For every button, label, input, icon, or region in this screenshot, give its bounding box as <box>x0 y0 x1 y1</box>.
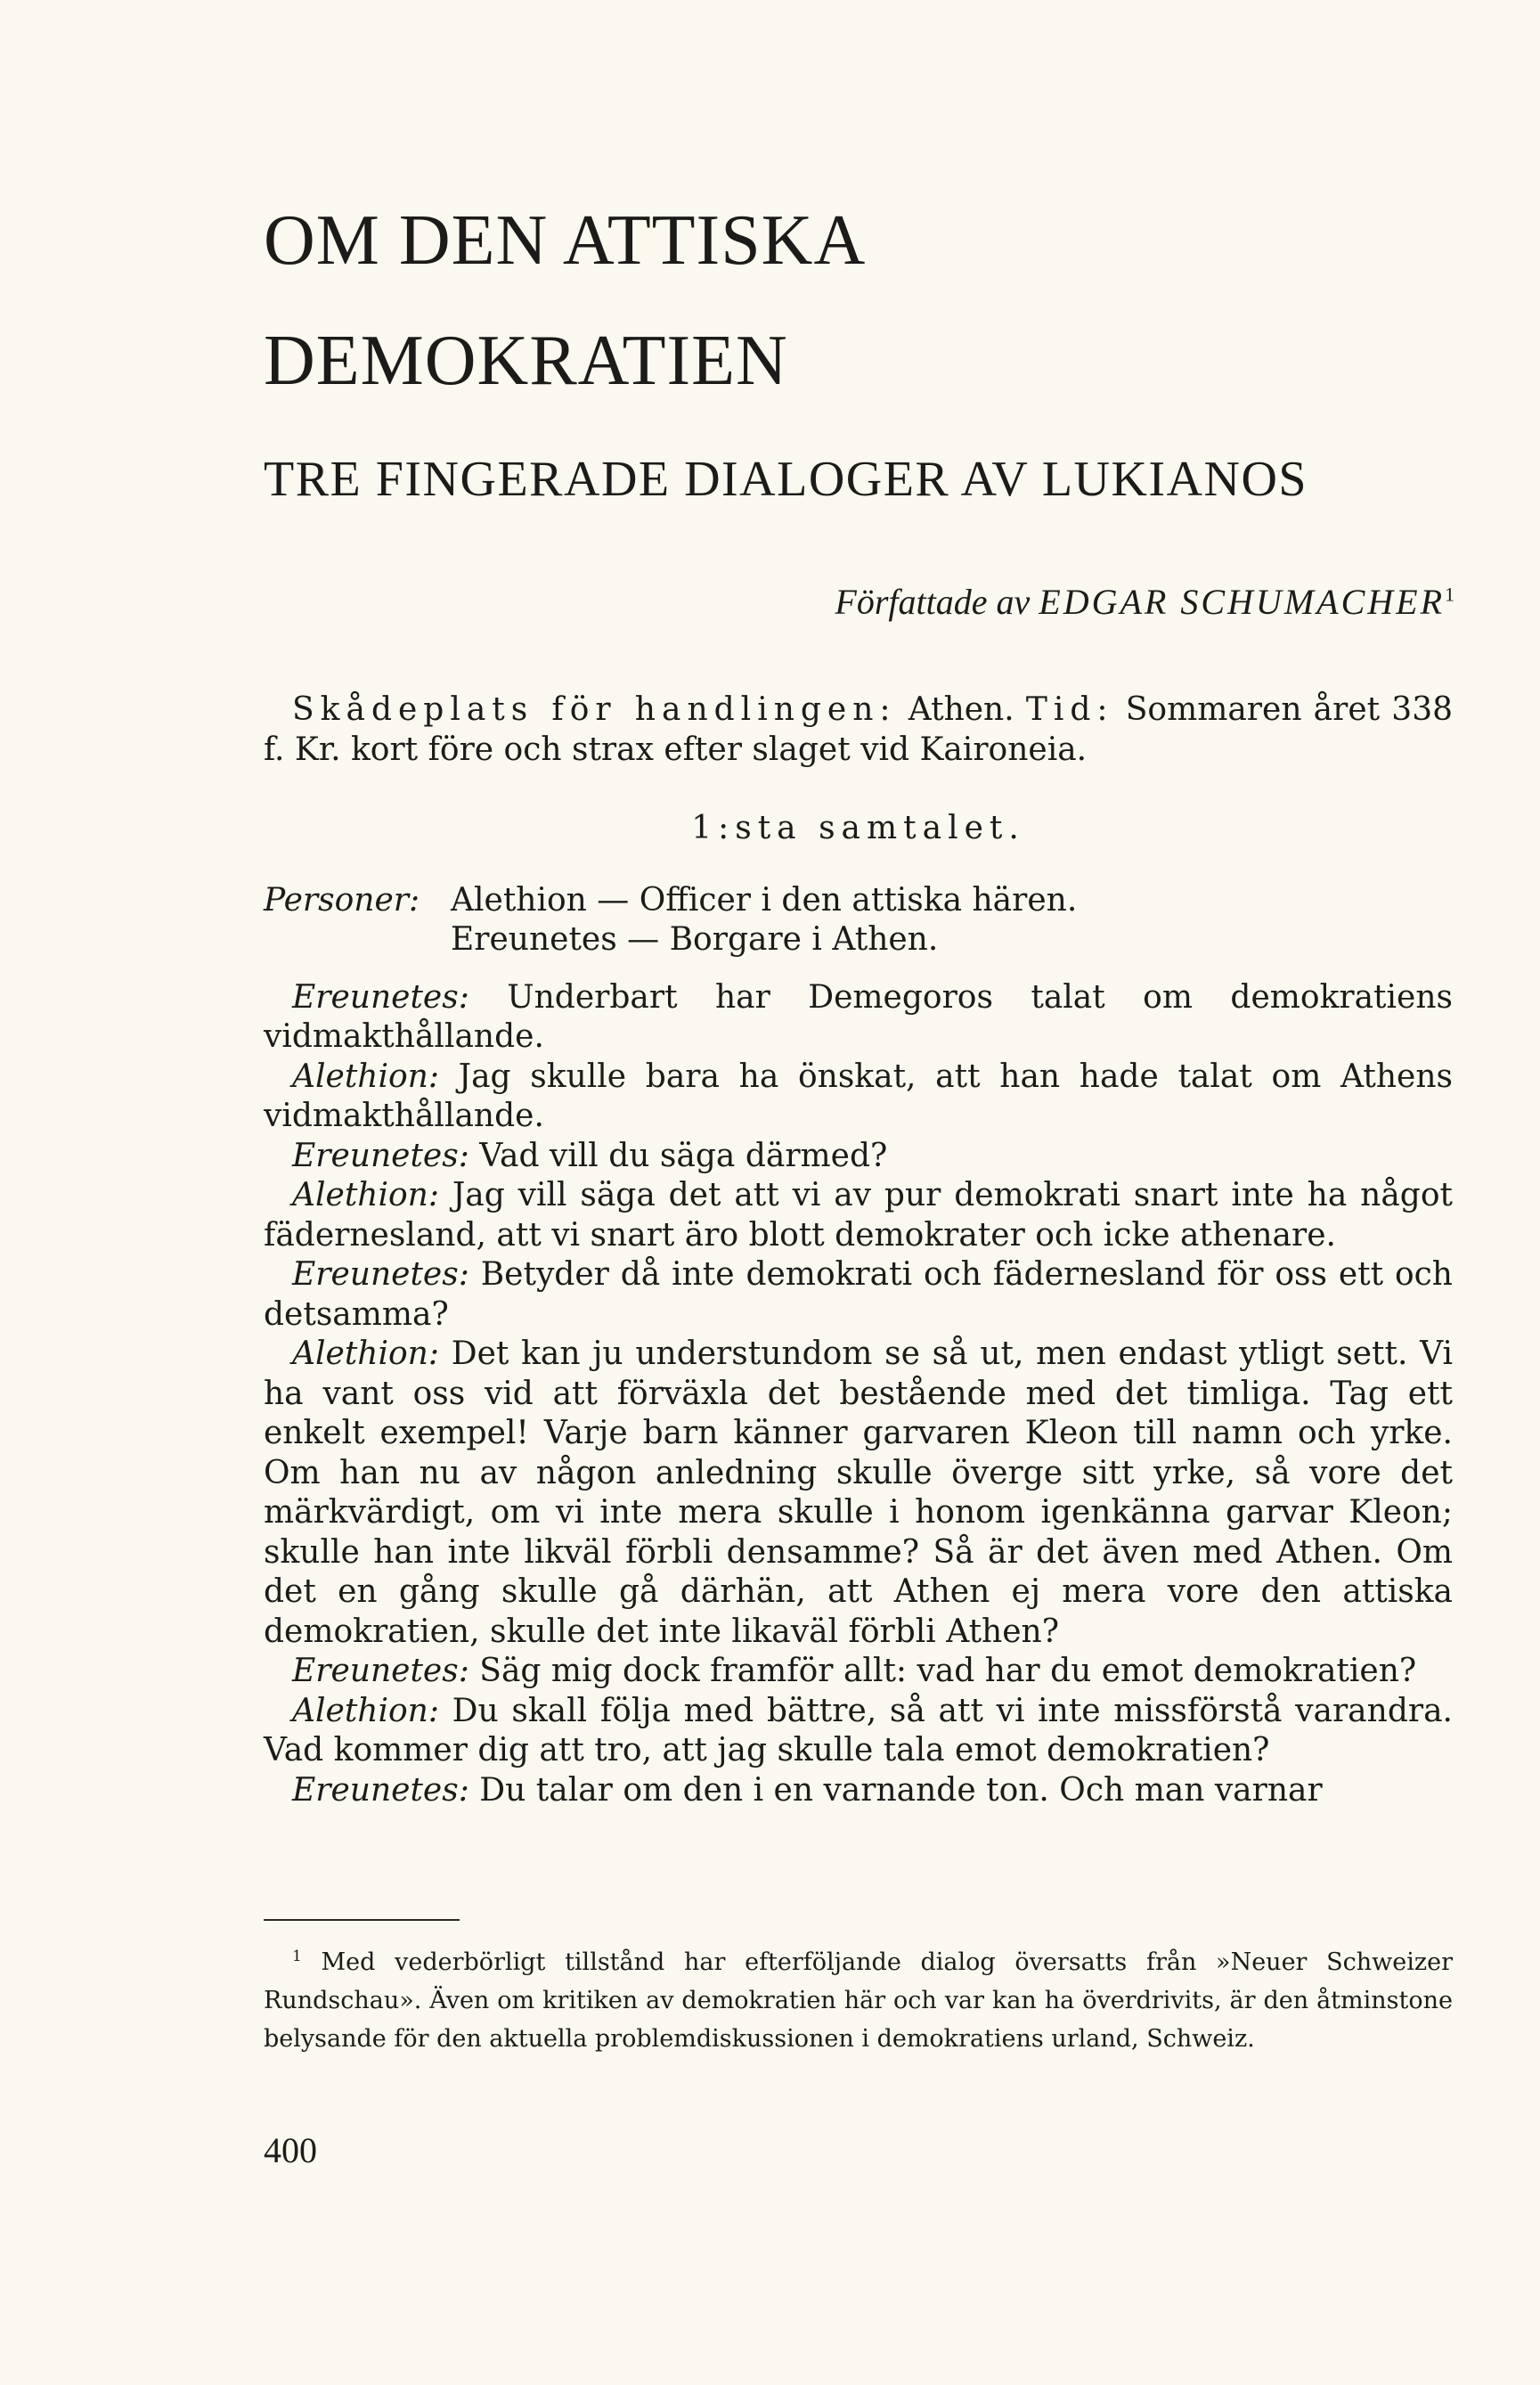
dialogue-text: Vad vill du säga därmed? <box>469 1137 888 1174</box>
dialogue-line <box>264 978 1453 1058</box>
persons-label: Personer: <box>264 881 420 919</box>
speaker-name: Ereunetes: <box>292 1653 469 1689</box>
person-entry: Alethion — Officer i den attiska hären. <box>451 881 1078 919</box>
dialogue-line <box>264 1176 1453 1255</box>
author-line <box>835 581 1454 623</box>
dialogue-text: Du talar om den i en varnande ton. Och man varnar <box>469 1771 1323 1809</box>
persons-list <box>264 881 1453 960</box>
author-name: EDGAR SCHUMACHER <box>1039 582 1445 622</box>
article-title-line-1: OM DEN ATTISKA <box>264 201 867 280</box>
footnote-paragraph <box>264 1938 1453 2058</box>
scene-description <box>264 690 1453 770</box>
speaker-name: Ereunetes: <box>292 1256 469 1293</box>
dialogue-line <box>264 1058 1453 1137</box>
article-subtitle: TRE FINGERADE DIALOGER AV LUKIANOS <box>264 452 1308 507</box>
footnote-divider <box>264 1919 460 1921</box>
dialogue-text: Du skall följa med bättre, så att vi inte missförstå varandra. Vad kommer dig att tro, att jag skulle tala emot demokratien? <box>264 1692 1453 1768</box>
article-title-line-2: DEMOKRATIEN <box>264 322 788 400</box>
speaker-name: Ereunetes: <box>292 1137 469 1174</box>
dialogue-line <box>264 1137 1453 1177</box>
scene-place-label: Skådeplats för handlingen: <box>292 691 897 728</box>
speaker-name: Alethion: <box>292 1058 439 1095</box>
dialogue-line <box>264 1255 1453 1335</box>
dialogue-line <box>264 1692 1453 1771</box>
author-prefix: Författade av <box>835 582 1031 622</box>
section-title: 1:sta samtalet. <box>691 810 1025 846</box>
dialogue-text: Det kan ju understundom se så ut, men endast ytligt sett. Vi ha vant oss vid att förväxla det bestående med det timliga. Tag ett enkelt exempel! Varje barn känner garvaren Kleon till namn och yrke. Om han nu av någon anledning skulle överge sitt yrke, så vore det märkvärdigt, om vi inte mera skulle i honom igenkänna garvar Kleon; skulle han inte likväl förbli densamme? Så är det även med Athen. Om det en gång skulle gå därhän, att Athen ej mera vore den attiska demokratien, skulle det inte likaväl förbli Athen? <box>264 1335 1453 1650</box>
author-footnote-ref: 1 <box>1445 583 1454 606</box>
dialogue-text: Jag skulle bara ha önskat, att han hade talat om Athens vidmakthållande. <box>264 1058 1453 1134</box>
speaker-name: Alethion: <box>292 1335 439 1372</box>
speaker-name: Alethion: <box>292 1177 439 1213</box>
dialogue-text: Säg mig dock framför allt: vad har du emot demokratien? <box>469 1653 1417 1689</box>
speaker-name: Alethion: <box>292 1692 439 1729</box>
dialogue-text: Underbart har Demegoros talat om demokratiens vidmakthållande. <box>264 978 1453 1055</box>
person-entry: Ereunetes — Borgare i Athen. <box>451 921 939 958</box>
dialogue-line <box>264 1771 1453 1811</box>
footnote-text: Med vederbörligt tillstånd har efterföljande dialog översatts från »Neuer Schweizer Rundschau». Även om kritiken av demokratien här och var kan ha överdrivits, är den åtminstone belysande för den aktuella problemdiskussionen i demokratiens urland, Schweiz. <box>264 1948 1453 2053</box>
dialogue-text: Jag vill säga det att vi av pur demokrati snart inte ha något fädernesland, att vi snart äro blott demokrater och icke athenare. <box>264 1177 1453 1254</box>
article-body <box>264 690 1453 1810</box>
dialogue-line <box>264 1335 1453 1652</box>
speaker-name: Ereunetes: <box>292 978 469 1016</box>
footnote <box>264 1938 1453 2058</box>
scene-time-label: Tid: <box>1025 691 1114 728</box>
scene-place-value: Athen. <box>896 691 1026 728</box>
speaker-name: Ereunetes: <box>292 1771 469 1809</box>
page-number: 400 <box>264 2130 317 2170</box>
dialogue-line <box>264 1652 1453 1692</box>
footnote-marker: 1 <box>292 1948 302 1965</box>
scene-time-value: Sommaren året 338 f. Kr. kort före och strax efter slaget vid Kaironeia. <box>264 691 1453 768</box>
dialogue-text: Betyder då inte demokrati och fädernesland för oss ett och detsamma? <box>264 1256 1453 1333</box>
